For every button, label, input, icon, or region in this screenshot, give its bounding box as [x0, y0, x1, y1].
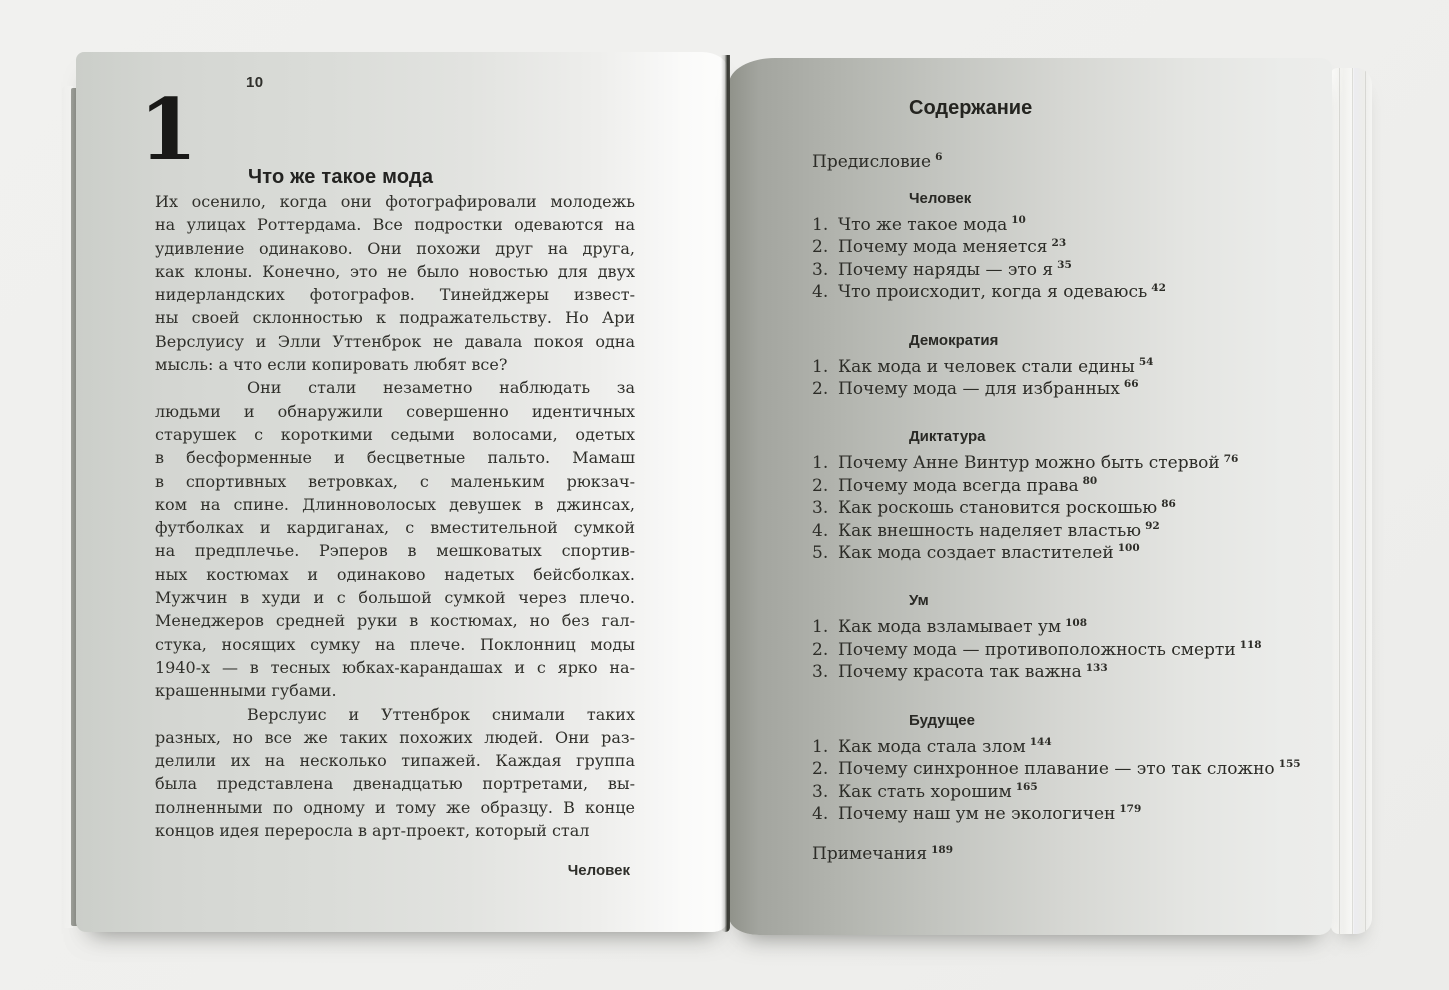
toc-item-page-ref: 108: [1065, 616, 1088, 629]
toc-item-label: Как стать хорошим $^{165}$: [838, 780, 1038, 802]
toc-item-label: Почему наш ум не экологичен $^{179}$: [838, 803, 1142, 824]
body-line: людьми и обнаружили совершенно идентичных: [155, 401, 635, 421]
toc-item-page-ref: 92: [1145, 520, 1160, 532]
toc-notes-page-ref: 189: [931, 843, 954, 856]
toc-section: [812, 190, 1306, 304]
toc-notes-entry: [812, 843, 1306, 865]
toc-item-number: 5.: [812, 543, 829, 564]
toc-item-page-ref: 35: [1057, 259, 1072, 272]
toc-item-page-ref: 76: [1223, 452, 1239, 465]
body-line: мысль: а что если копировать любят все?: [155, 355, 508, 375]
toc-item-number: 1.: [812, 736, 829, 757]
toc-section: [812, 592, 1306, 683]
toc-item-page-ref: 100: [1117, 542, 1140, 555]
toc-preface-label: Предисловие: [812, 152, 932, 172]
body-line: футболках и кардиганах, с вместительной сумкой: [155, 518, 635, 538]
body-line: 1940-х — в тесных юбках-карандашах и с ярко на-: [155, 657, 635, 677]
chapter-body: [155, 190, 635, 842]
toc-item-label: Что происходит, когда я одеваюсь $^{42}$: [838, 281, 1166, 303]
toc-item-label: Как мода стала злом $^{144}$: [838, 736, 1052, 757]
toc-item-page-ref: 23: [1051, 236, 1067, 249]
toc-notes-label: Примечания: [812, 844, 928, 865]
toc-item-label: Почему мода — противоположность смерти $^{118}$: [838, 639, 1262, 660]
toc-section-header: Будущее: [909, 711, 975, 729]
toc-section-header: Диктатура: [909, 428, 986, 446]
toc-item: [812, 356, 1306, 378]
toc-item-number: 2.: [812, 237, 829, 258]
body-line: Верслуису и Элли Уттенброк не давала покоя одна: [155, 331, 635, 351]
body-line: крашенными губами.: [155, 681, 337, 701]
toc-title: Содержание: [909, 97, 1033, 119]
running-footer-section: Человек: [567, 862, 630, 879]
body-line: Мужчин в худи и с большой сумкой через плечо.: [155, 588, 635, 608]
toc-item: [812, 803, 1306, 825]
toc-section: [812, 332, 1306, 401]
toc-item: [812, 520, 1306, 542]
body-line: нидерландских фотографов. Тинейджеры извест-: [155, 285, 635, 305]
toc-item-number: 4.: [812, 520, 829, 541]
toc-item-number: 2.: [812, 759, 829, 780]
toc-item-number: 2.: [812, 639, 829, 660]
toc-item-number: 3.: [812, 498, 829, 519]
toc-item-page-ref: 86: [1161, 497, 1176, 510]
body-line: удивление одинаково. Они похожи друг на друга,: [155, 238, 635, 258]
toc-item-label: Что же такое мода $^{10}$: [838, 214, 1026, 235]
toc-item-number: 2.: [812, 379, 829, 400]
body-line: ных костюмах и одинаково надетых бейсболках.: [155, 564, 635, 584]
toc-preface-entry: [812, 151, 1306, 173]
toc-item-label: Почему наряды — это я $^{35}$: [838, 259, 1072, 280]
body-line: ком на спине. Длинноволосых девушек в джинсах,: [155, 494, 635, 514]
toc-item: [812, 214, 1306, 236]
toc-item-label: Почему красота так важна $^{133}$: [838, 661, 1108, 683]
toc-item-page-ref: 144: [1029, 736, 1052, 749]
page-stack-edge: [1331, 68, 1372, 934]
body-line: на предплечье. Рэперов в мешковатых спортив-: [155, 541, 635, 561]
toc-item-number: 4.: [812, 803, 829, 824]
toc-item-label: Почему Анне Винтур можно быть стервой $^{76}$: [838, 452, 1239, 474]
body-paragraph: [155, 703, 635, 843]
toc-item-page-ref: 165: [1015, 780, 1038, 793]
toc-item-page-ref: 80: [1082, 475, 1098, 488]
body-line: Верслуис и Уттенброк снимали таких: [247, 704, 635, 724]
toc-item: [812, 781, 1306, 803]
toc-item: [812, 639, 1306, 661]
toc-item-page-ref: 54: [1138, 355, 1154, 368]
toc-section: [812, 428, 1306, 564]
toc-item-page-ref: 66: [1123, 378, 1139, 391]
toc-item-label: Как мода создает властителей $^{100}$: [838, 542, 1140, 564]
toc-item: [812, 497, 1306, 519]
body-line: в бесформенные и бесцветные пальто. Мамаш: [155, 448, 635, 468]
table-of-contents: [729, 58, 1332, 935]
body-line: старушек с короткими седыми волосами, одетых: [155, 424, 635, 444]
body-paragraph: [155, 190, 635, 376]
toc-item: [812, 475, 1306, 497]
body-line: на улицах Роттердама. Все подростки одеваются на: [155, 215, 635, 235]
toc-section-header: Ум: [909, 592, 929, 610]
toc-item-number: 2.: [812, 475, 829, 496]
toc-item-label: Почему мода меняется $^{23}$: [838, 236, 1067, 258]
toc-item-number: 1.: [812, 356, 829, 377]
toc-item: [812, 542, 1306, 564]
toc-item: [812, 259, 1306, 281]
toc-item-number: 4.: [812, 282, 829, 303]
toc-item: [812, 616, 1306, 638]
toc-item-page-ref: 133: [1085, 661, 1108, 674]
toc-item-label: Как внешность наделяет властью $^{92}$: [838, 520, 1160, 541]
toc-item-label: Как мода и человек стали едины $^{54}$: [838, 355, 1154, 377]
toc-item-label: Как мода взламывает ум $^{108}$: [838, 616, 1088, 638]
body-paragraph: [155, 376, 635, 702]
page-number: 10: [246, 74, 264, 91]
toc-item-number: 3.: [812, 662, 829, 683]
toc-item-label: Как роскошь становится роскошью $^{86}$: [838, 497, 1176, 519]
body-line: Они стали незаметно наблюдать за: [247, 378, 635, 398]
toc-item-number: 1.: [812, 617, 829, 638]
body-line: была представлена двенадцатью портретами, вы-: [155, 774, 635, 794]
body-line: ны своей склонностью к подражательству. Но Ари: [155, 308, 635, 328]
body-line: Менеджеров средней руки в костюмах, но без гал-: [155, 611, 635, 631]
toc-item-page-ref: 155: [1278, 758, 1301, 771]
body-line: как клоны. Конечно, это не было новостью для двух: [155, 261, 635, 281]
body-line: стука, носящих сумку на плече. Поклонниц моды: [155, 634, 635, 654]
toc-item-number: 1.: [812, 215, 829, 235]
toc-section: [812, 712, 1306, 826]
chapter-number: 1: [139, 80, 198, 179]
toc-preface-page-ref: 6: [935, 151, 943, 164]
toc-item-page-ref: 118: [1239, 639, 1262, 652]
body-line: Их осенило, когда они фотографировали молодежь: [155, 192, 635, 211]
toc-item-number: 1.: [812, 453, 829, 474]
body-line: полненными по одному и тому же образцу. В конце: [155, 797, 635, 817]
body-line: в спортивных ветровках, с маленьким рюкзач-: [155, 471, 635, 491]
toc-item-page-ref: 10: [1011, 214, 1026, 227]
toc-item-page-ref: 179: [1119, 803, 1142, 816]
toc-item-page-ref: 42: [1151, 281, 1166, 294]
toc-item: [812, 281, 1306, 303]
toc-item: [812, 378, 1306, 400]
body-line: делили их на несколько типажей. Каждая группа: [155, 751, 635, 771]
toc-section-header: Демократия: [909, 331, 999, 349]
toc-item-label: Почему синхронное плавание — это так сложно $^{155}$: [838, 758, 1301, 780]
toc-item: [812, 236, 1306, 258]
chapter-title: Что же такое мода: [248, 166, 434, 188]
toc-item-number: 3.: [812, 259, 829, 280]
body-line: разных, но все же таких похожих людей. Они раз-: [155, 727, 635, 747]
toc-item-number: 3.: [812, 781, 829, 802]
toc-item-label: Почему мода всегда права $^{80}$: [838, 475, 1098, 496]
toc-sections: [812, 190, 1306, 825]
toc-section-header: Человек: [909, 190, 972, 207]
toc-item: [812, 661, 1306, 683]
body-line: концов идея переросла в арт-проект, который стал: [155, 821, 590, 841]
toc-item: [812, 736, 1306, 758]
toc-item: [812, 452, 1306, 474]
toc-item-label: Почему мода — для избранных $^{66}$: [838, 378, 1139, 400]
toc-item: [812, 758, 1306, 780]
